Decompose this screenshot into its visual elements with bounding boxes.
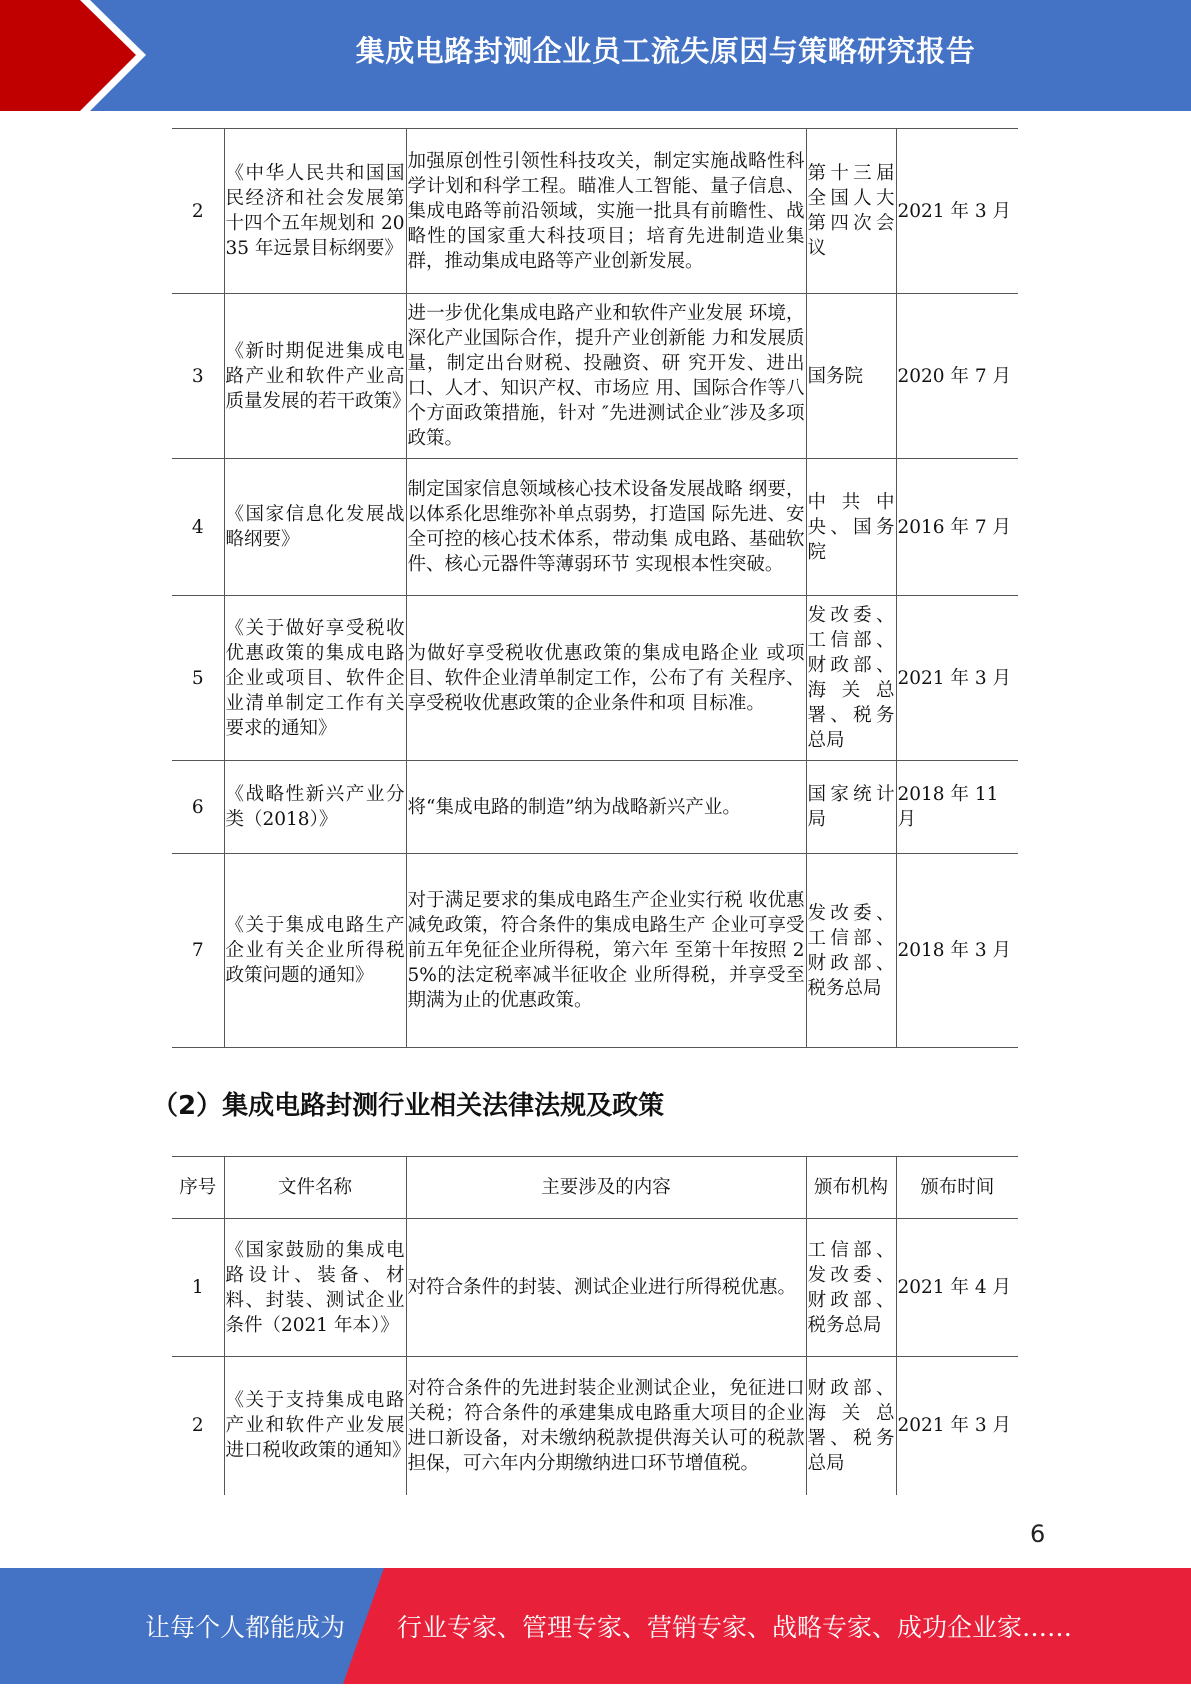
- header-arrow-decoration: [0, 0, 160, 111]
- issuing-org: 第十三届全国人大第四次会议: [806, 129, 896, 294]
- header-org: 颁布机构: [806, 1157, 896, 1219]
- issuing-org: 发改委、工信部、财政部、海关总署、税务总局: [806, 596, 896, 761]
- issue-date: 2021 年 3 月: [896, 596, 1018, 761]
- document-name: 《关于支持集成电路产业和软件产业发展进口税收政策的通知》: [224, 1357, 406, 1495]
- header-number: 序号: [172, 1157, 224, 1219]
- section-heading: （2）集成电路封测行业相关法律法规及政策: [152, 1091, 665, 1121]
- document-name: 《国家信息化发展战略纲要》: [224, 459, 406, 596]
- issuing-org: 工信部、发改委、财政部、税务总局: [806, 1219, 896, 1357]
- header-date: 颁布时间: [896, 1157, 1018, 1219]
- document-content: 对符合条件的封装、测试企业进行所得税优惠。: [406, 1219, 806, 1357]
- page-number: 6: [1030, 1520, 1046, 1548]
- row-number: 2: [172, 129, 224, 294]
- table-row: [172, 761, 1018, 854]
- issuing-org: 中共中央、国务院: [806, 459, 896, 596]
- page-footer: [0, 1568, 1191, 1684]
- issue-date: 2021 年 3 月: [896, 129, 1018, 294]
- table-row: [172, 596, 1018, 761]
- table-row: [172, 1357, 1018, 1495]
- issue-date: 2021 年 4 月: [896, 1219, 1018, 1357]
- row-number: 2: [172, 1357, 224, 1495]
- row-number: 3: [172, 294, 224, 459]
- issue-date: 2021 年 3 月: [896, 1357, 1018, 1495]
- header-title: 集成电路封测企业员工流失原因与策略研究报告: [355, 34, 976, 68]
- document-name: 《中华人民共和国国民经济和社会发展第十四个五年规划和 2035 年远景目标纲要》: [224, 129, 406, 294]
- row-number: 1: [172, 1219, 224, 1357]
- document-name: 《关于做好享受税收优惠政策的集成电路企业或项目、软件企业清单制定工作有关要求的通知》: [224, 596, 406, 761]
- table-row: [172, 294, 1018, 459]
- document-content: 进一步优化集成电路产业和软件产业发展 环境，深化产业国际合作，提升产业创新能 力和发展质量，制定出台财税、投融资、研 究开发、进出口、人才、知识产权、市场应 用、国际合作等八个方面政策措施，针对 ″先进测试企业″涉及多项政策。: [406, 294, 806, 459]
- issuing-org: 国家统计局: [806, 761, 896, 854]
- issuing-org: 财政部、海关总署、税务总局: [806, 1357, 896, 1495]
- document-content: 将“集成电路的制造”纳为战略新兴产业。: [406, 761, 806, 854]
- document-name: 《新时期促进集成电路产业和软件产业高质量发展的若干政策》: [224, 294, 406, 459]
- issue-date: 2018 年 11 月: [896, 761, 1018, 854]
- policy-table-1: [172, 128, 1018, 1048]
- row-number: 4: [172, 459, 224, 596]
- footer-slogan-left: 让每个人都能成为: [145, 1613, 346, 1642]
- policy-table-2: [172, 1156, 1018, 1495]
- document-content: 加强原创性引领性科技攻关，制定实施战略性科学计划和科学工程。瞄准人工智能、量子信息、集成电路等前沿领域，实施一批具有前瞻性、战略性的国家重大科技项目；培育先进制造业集群，推动集成电路等产业创新发展。: [406, 129, 806, 294]
- document-name: 《关于集成电路生产企业有关企业所得税政策问题的通知》: [224, 854, 406, 1048]
- header-content: 主要涉及的内容: [406, 1157, 806, 1219]
- issue-date: 2020 年 7 月: [896, 294, 1018, 459]
- table-row: [172, 129, 1018, 294]
- document-name: 《战略性新兴产业分类（2018）》: [224, 761, 406, 854]
- issuing-org: 国务院: [806, 294, 896, 459]
- issue-date: 2018 年 3 月: [896, 854, 1018, 1048]
- document-content: 为做好享受税收优惠政策的集成电路企业 或项目、软件企业清单制定工作，公布了有 关程序、享受税收优惠政策的企业条件和项 目标准。: [406, 596, 806, 761]
- issuing-org: 发改委、工信部、财政部、税务总局: [806, 854, 896, 1048]
- table-row: [172, 459, 1018, 596]
- document-content: 制定国家信息领域核心技术设备发展战略 纲要，以体系化思维弥补单点弱势，打造国 际先进、安全可控的核心技术体系，带动集 成电路、基础软件、核心元器件等薄弱环节 实现根本性突破。: [406, 459, 806, 596]
- document-content: 对于满足要求的集成电路生产企业实行税 收优惠减免政策，符合条件的集成电路生产 企业可享受前五年免征企业所得税，第六年 至第十年按照 25%的法定税率减半征收企 业所得税，并享受至期满为止的优惠政策。: [406, 854, 806, 1048]
- row-number: 6: [172, 761, 224, 854]
- document-content: 对符合条件的先进封装企业测试企业，免征进口关税；符合条件的承建集成电路重大项目的企业进口新设备，对未缴纳税款提供海关认可的税款担保，可六年内分期缴纳进口环节增值税。: [406, 1357, 806, 1495]
- document-name: 《国家鼓励的集成电路设计、装备、材料、封装、测试企业条件（2021 年本）》: [224, 1219, 406, 1357]
- row-number: 7: [172, 854, 224, 1048]
- table-row: [172, 854, 1018, 1048]
- table-row: [172, 1219, 1018, 1357]
- header-name: 文件名称: [224, 1157, 406, 1219]
- footer-slogan-right: 行业专家、管理专家、营销专家、战略专家、成功企业家……: [397, 1613, 1073, 1642]
- row-number: 5: [172, 596, 224, 761]
- page-header: [0, 0, 1191, 111]
- issue-date: 2016 年 7 月: [896, 459, 1018, 596]
- table-header-row: [172, 1157, 1018, 1219]
